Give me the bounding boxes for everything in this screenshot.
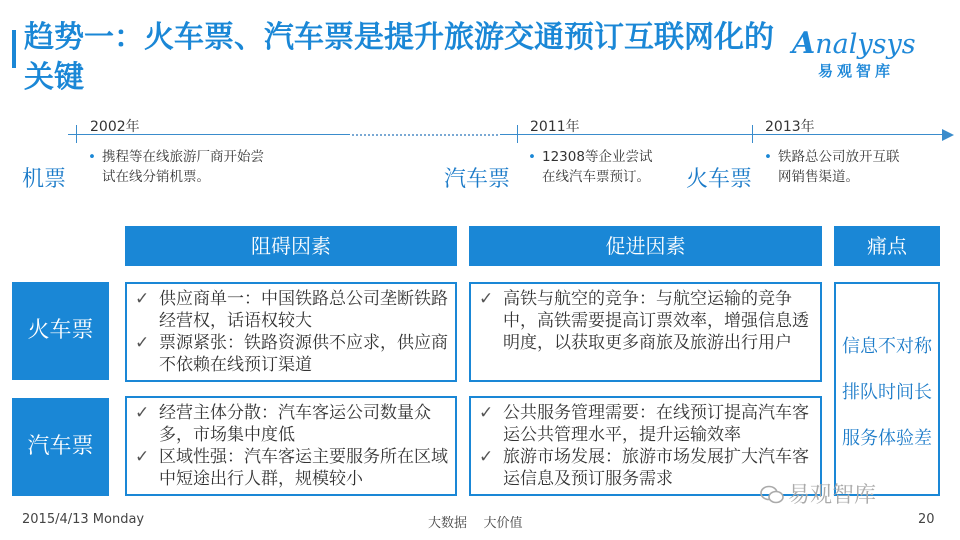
logo-wordmark: nalysys bbox=[815, 29, 916, 60]
check-icon: ✓ bbox=[135, 447, 150, 467]
check-icon: ✓ bbox=[479, 403, 494, 423]
list-item: ✓ 供应商单一：中国铁路总公司垄断铁路经营权，话语权较大 bbox=[135, 289, 448, 331]
check-icon: ✓ bbox=[135, 289, 150, 309]
check-icon: ✓ bbox=[135, 403, 150, 423]
check-icon: ✓ bbox=[479, 447, 494, 467]
analysys-logo bbox=[792, 26, 942, 86]
logo-lead-glyph: A bbox=[792, 26, 816, 61]
check-icon: ✓ bbox=[135, 333, 150, 353]
pain-point: 排队时间长 bbox=[842, 382, 932, 403]
cell-bus-barriers bbox=[125, 396, 457, 496]
timeline-dotted-segment bbox=[352, 134, 498, 136]
timeline-mode-label: 火车票 bbox=[686, 167, 753, 192]
footer-slogan: 大数据 大价值 bbox=[428, 516, 523, 531]
timeline-year: 2002年 bbox=[90, 119, 140, 135]
timeline-note: • 12308等企业尝试 在线汽车票预订。 bbox=[528, 149, 653, 185]
cell-train-drivers bbox=[469, 282, 822, 382]
row-label-train: 火车票 bbox=[12, 282, 109, 380]
pain-point: 信息不对称 bbox=[842, 336, 932, 357]
timeline-mode-label: 汽车票 bbox=[444, 167, 511, 192]
wechat-watermark: 易观智库 bbox=[760, 478, 876, 509]
list-item: ✓ 经营主体分散：汽车客运公司数量众多，市场集中度低 bbox=[135, 403, 431, 445]
pain-point: 服务体验差 bbox=[842, 428, 932, 449]
page-number: 20 bbox=[918, 512, 935, 527]
timeline-tick bbox=[517, 125, 518, 143]
check-icon: ✓ bbox=[479, 289, 494, 309]
timeline-note: • 携程等在线旅游厂商开始尝 试在线分销机票。 bbox=[88, 149, 264, 185]
timeline-tick bbox=[76, 125, 77, 143]
timeline-mode-label: 机票 bbox=[22, 167, 67, 192]
header-pain-points: 痛点 bbox=[834, 226, 940, 266]
timeline-arrow-icon bbox=[942, 129, 954, 141]
list-item: ✓ 区域性强：汽车客运主要服务所在区域中短途出行人群，规模较小 bbox=[135, 447, 448, 489]
cell-pain-points bbox=[834, 282, 940, 496]
header-barriers: 阻碍因素 bbox=[125, 226, 457, 266]
list-item: ✓ 票源紧张：铁路资源供不应求，供应商不依赖在线预订渠道 bbox=[135, 333, 448, 375]
list-item: ✓ 旅游市场发展：旅游市场发展扩大汽车客运信息及预订服务需求 bbox=[479, 447, 809, 489]
cell-train-barriers bbox=[125, 282, 457, 382]
title-accent-bar bbox=[12, 30, 16, 68]
footer-date: 2015/4/13 Monday bbox=[22, 512, 145, 527]
list-item: ✓ 高铁与航空的竞争：与航空运输的竞争中，高铁需要提高订票效率，增强信息透明度，以获取更多商旅及旅游出行用户 bbox=[479, 289, 809, 353]
timeline-note: • 铁路总公司放开互联 网销售渠道。 bbox=[764, 149, 900, 185]
wechat-icon bbox=[760, 485, 784, 505]
page-title: 趋势一：火车票、汽车票是提升旅游交通预订互联网化的关键 bbox=[24, 20, 774, 95]
logo-subtitle: 易观智库 bbox=[818, 62, 895, 80]
list-item: ✓ 公共服务管理需要：在线预订提高汽车客运公共管理水平，提升运输效率 bbox=[479, 403, 809, 445]
timeline-tick bbox=[752, 125, 753, 143]
timeline-year: 2011年 bbox=[530, 119, 580, 135]
row-label-bus: 汽车票 bbox=[12, 398, 109, 496]
header-drivers: 促进因素 bbox=[469, 226, 822, 266]
timeline-year: 2013年 bbox=[765, 119, 815, 135]
